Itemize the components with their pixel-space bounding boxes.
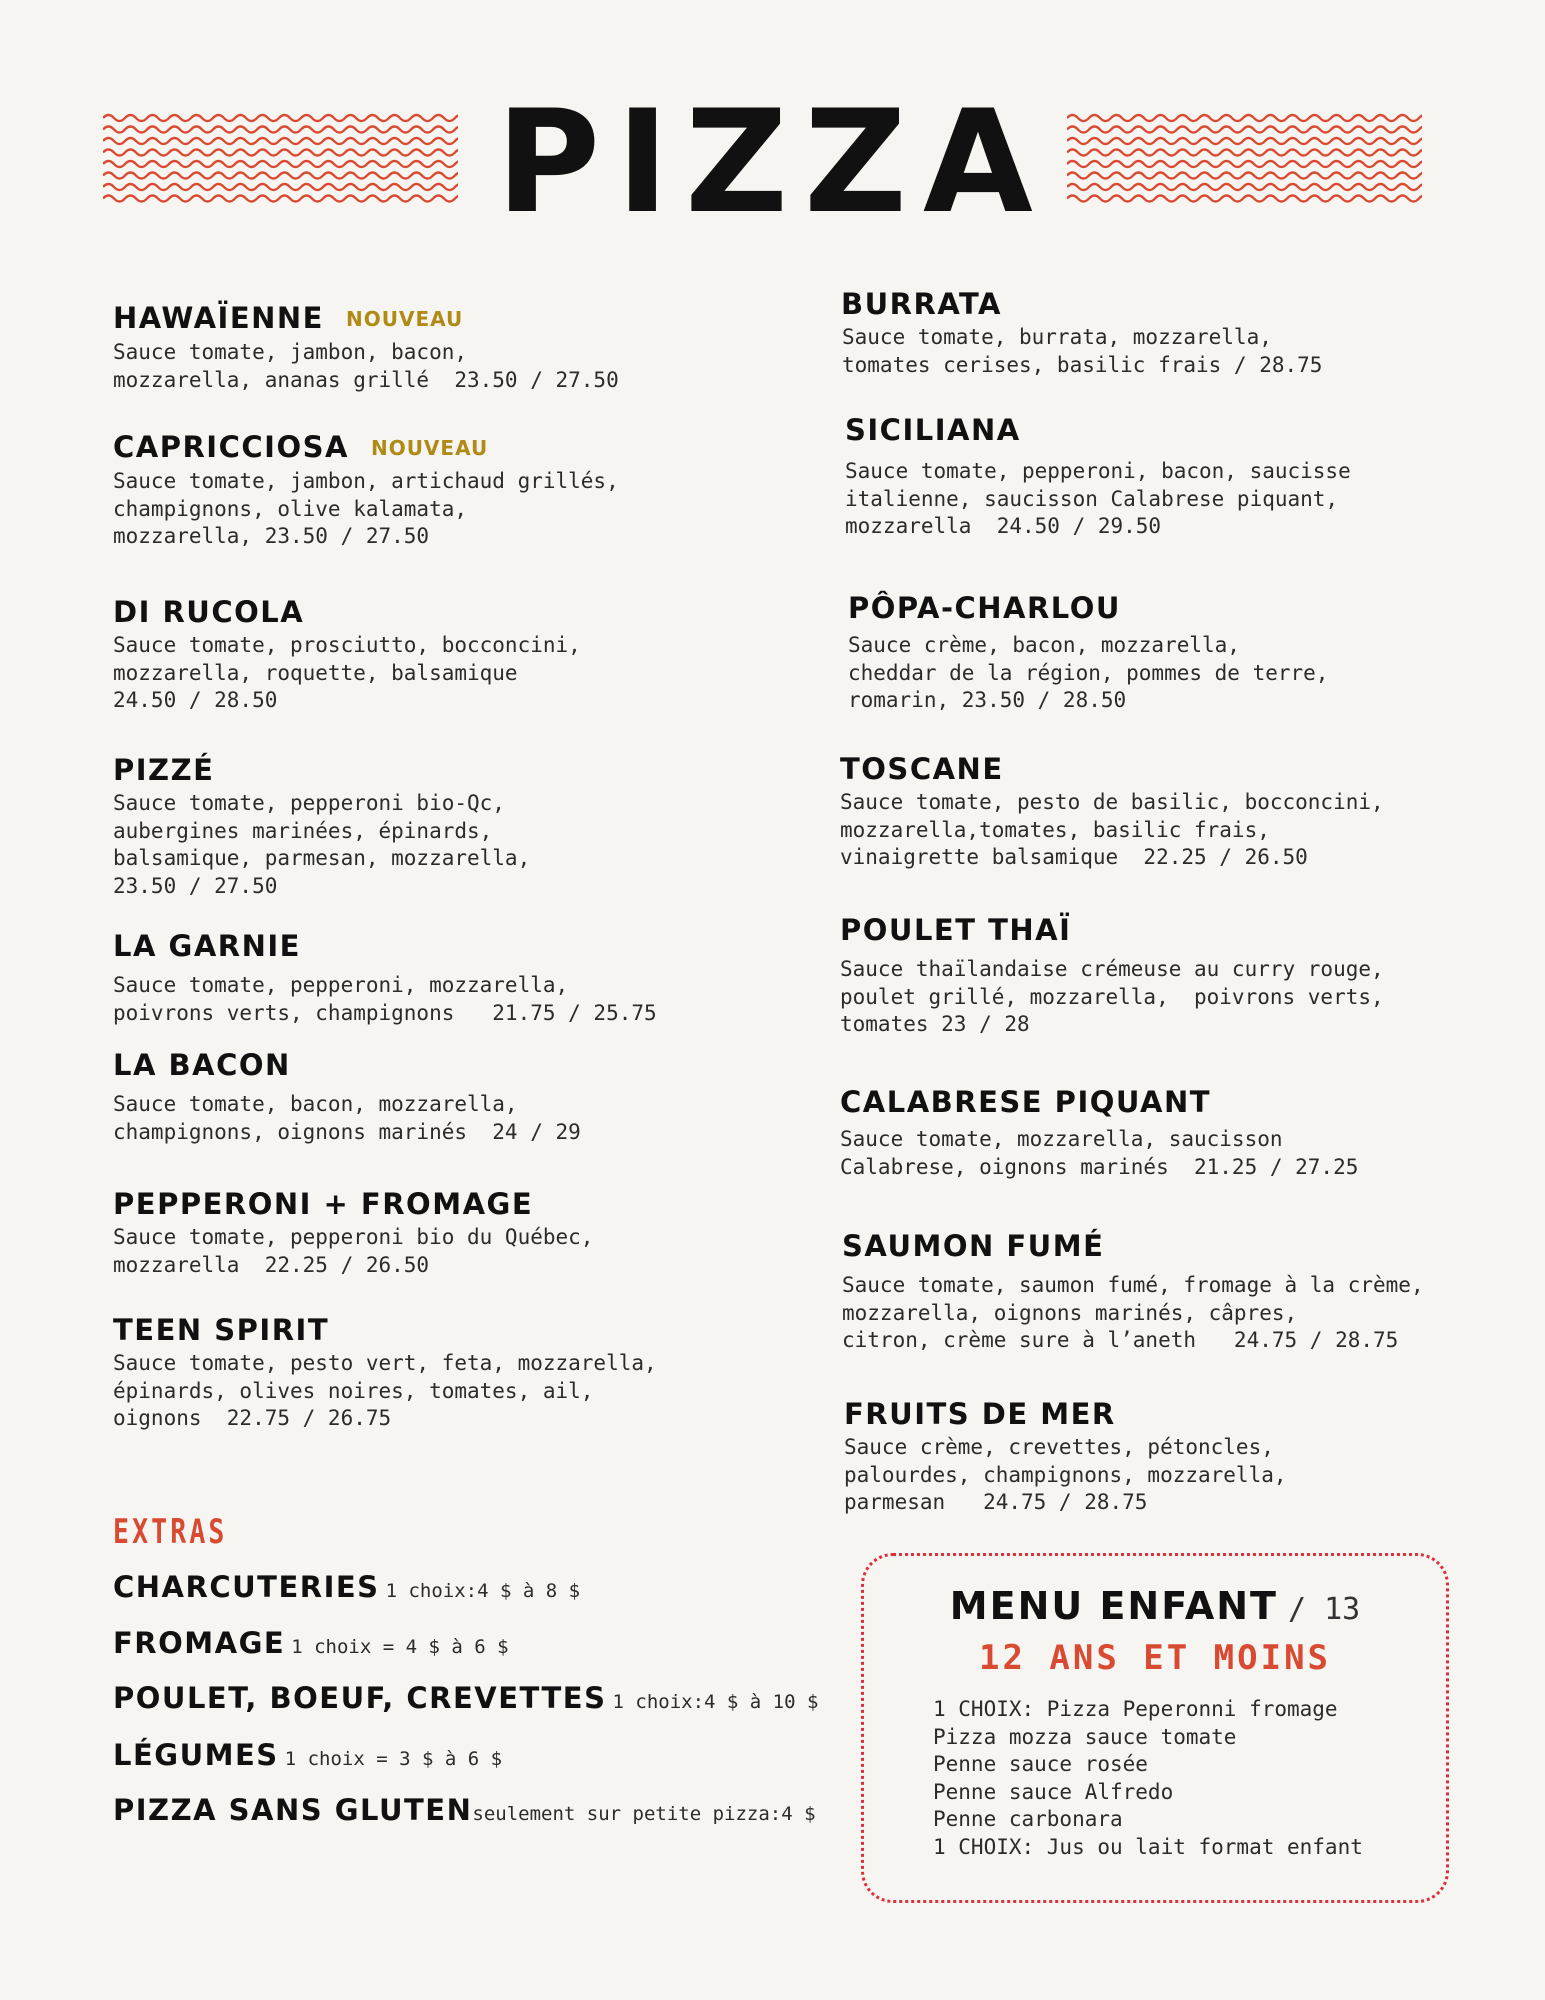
extras-heading: EXTRAS [113,1512,228,1552]
extra-item-legumes [113,1738,502,1772]
pizza-item-saumon-fume [842,1228,1424,1355]
pizza-description: Sauce tomate, saumon fumé, fromage à la crème, mozzarella, oignons marinés, câpres, citron, crème sure à l’aneth 24.75 / 28.75 [842,1273,1424,1352]
pizza-item-di-rucola [113,594,581,715]
pizza-name: SICILIANA [845,413,1021,447]
list-item: Penne sauce rosée [933,1752,1148,1776]
pizza-name: DI RUCOLA [113,595,305,629]
pizza-description: Sauce tomate, pesto vert, feta, mozzarella, épinards, olives noires, tomates, ail, oignons 22.75 / 26.75 [113,1351,657,1430]
list-item: Penne sauce Alfredo [933,1779,1174,1804]
pizza-item-popa-charlou [848,590,1328,715]
pizza-description: Sauce tomate, pepperoni, bacon, saucisse italienne, saucisson Calabrese piquant, mozzarella 24.50 / 29.50 [845,459,1351,538]
pizza-name: POULET THAÏ [840,913,1072,947]
pizza-description: Sauce tomate, jambon, artichaud grillés, champignons, olive kalamata, mozzarella, 23.50 / 27.50 [113,469,619,548]
pizza-description: Sauce tomate, pepperoni bio-Qc, aubergines marinées, épinards, balsamique, parmesan, mozzarella, 23.50 / 27.50 [113,791,531,898]
kids-menu-box [861,1553,1449,1903]
extra-name: PIZZA SANS GLUTEN [113,1793,473,1827]
pizza-item-calabrese-piquant [840,1084,1358,1181]
page-title: PIZZA [496,80,1049,245]
pizza-item-teen-spirit [113,1312,657,1433]
pizza-item-la-garnie [113,928,657,1027]
pizza-description: Sauce tomate, pepperoni bio du Québec, mozzarella 22.25 / 26.50 [113,1225,594,1277]
pizza-description: Sauce tomate, jambon, bacon, mozzarella, ananas grillé 23.50 / 27.50 [113,340,619,392]
pizza-name: SAUMON FUMÉ [842,1229,1105,1263]
new-badge: NOUVEAU [370,436,489,460]
pizza-name: TEEN SPIRIT [113,1313,330,1347]
pizza-description: Sauce tomate, pesto de basilic, bocconcini, mozzarella,tomates, basilic frais, vinaigrette balsamique 22.25 / 26.50 [840,790,1384,869]
pizza-name: BURRATA [841,287,1002,321]
extra-item-fromage [113,1626,509,1660]
pizza-item-toscane [840,751,1384,872]
pizza-description: Sauce crème, bacon, mozzarella, cheddar de la région, pommes de terre, romarin, 23.50 / 28.50 [848,633,1329,712]
extra-item-pizza-sans-gluten [113,1793,816,1827]
pizza-description: Sauce thaïlandaise crémeuse au curry rouge, poulet grillé, mozzarella, poivrons verts, tomates 23 / 28 [840,957,1384,1036]
kids-menu-age: 12 ANS ET MOINS [978,1638,1332,1678]
extra-name: LÉGUMES [113,1738,279,1772]
pizza-item-capricciosa [113,429,619,551]
extra-item-poulet-boeuf-crevettes [113,1681,818,1715]
pizza-description: Sauce tomate, burrata, mozzarella, tomates cerises, basilic frais / 28.75 [842,325,1323,377]
kids-menu-list [933,1696,1363,1861]
extra-name: FROMAGE [113,1626,286,1660]
pizza-description: Sauce tomate, prosciutto, bocconcini, mozzarella, roquette, balsamique 24.50 / 28.50 [113,633,581,712]
pizza-item-pepperoni-fromage [113,1186,593,1279]
kids-menu-title: MENU ENFANT [949,1584,1278,1628]
pizza-item-la-bacon [113,1047,581,1146]
kids-menu-price: / 13 [1287,1592,1361,1627]
extra-item-charcuteries [113,1570,580,1604]
pizza-name: CALABRESE PIQUANT [840,1085,1212,1119]
pizza-name: LA BACON [113,1048,291,1082]
extra-price: seulement sur petite pizza:4 $ [472,1803,816,1825]
pizza-name: HAWAÏENNE [113,301,324,335]
pizza-description: Sauce crème, crevettes, pétoncles, palourdes, champignons, mozzarella, parmesan 24.75 / 28.75 [844,1435,1287,1514]
pizza-name: FRUITS DE MER [844,1397,1116,1431]
pizza-name: TOSCANE [840,752,1004,786]
extra-price: 1 choix = 3 $ à 6 $ [284,1748,503,1770]
extra-price: 1 choix:4 $ à 8 $ [385,1580,581,1602]
pizza-name: PÔPA-CHARLOU [848,591,1121,625]
pizza-name: CAPRICCIOSA [113,430,349,464]
pizza-description: Sauce tomate, bacon, mozzarella, champignons, oignons marinés 24 / 29 [113,1092,581,1144]
extra-price: 1 choix:4 $ à 10 $ [612,1691,819,1713]
list-item: Pizza mozza sauce tomate [933,1724,1237,1749]
pizza-description: Sauce tomate, mozzarella, saucisson Calabrese, oignons marinés 21.25 / 27.25 [840,1127,1359,1179]
pizza-item-burrata [842,286,1322,379]
pizza-item-siciliana [845,412,1351,541]
extra-price: 1 choix = 4 $ à 6 $ [291,1636,509,1658]
pizza-name: PIZZÉ [113,753,215,787]
wavy-lines-right-icon [1067,110,1422,210]
pizza-description: Sauce tomate, pepperoni, mozzarella, poivrons verts, champignons 21.75 / 25.75 [113,973,657,1025]
list-item: 1 CHOIX: Jus ou lait format enfant [933,1834,1363,1859]
pizza-item-hawaienne [113,300,619,394]
list-item: Penne carbonara [933,1807,1123,1831]
new-badge: NOUVEAU [346,307,464,331]
extra-name: CHARCUTERIES [113,1570,380,1604]
pizza-name: PEPPERONI + FROMAGE [113,1187,534,1221]
pizza-name: LA GARNIE [113,929,301,963]
list-item: 1 CHOIX: Pizza Peperonni fromage [933,1697,1338,1721]
pizza-item-fruits-de-mer [844,1396,1287,1517]
pizza-item-pizze [113,752,530,900]
pizza-item-poulet-thai [840,912,1384,1039]
extra-name: POULET, BOEUF, CREVETTES [113,1681,607,1715]
